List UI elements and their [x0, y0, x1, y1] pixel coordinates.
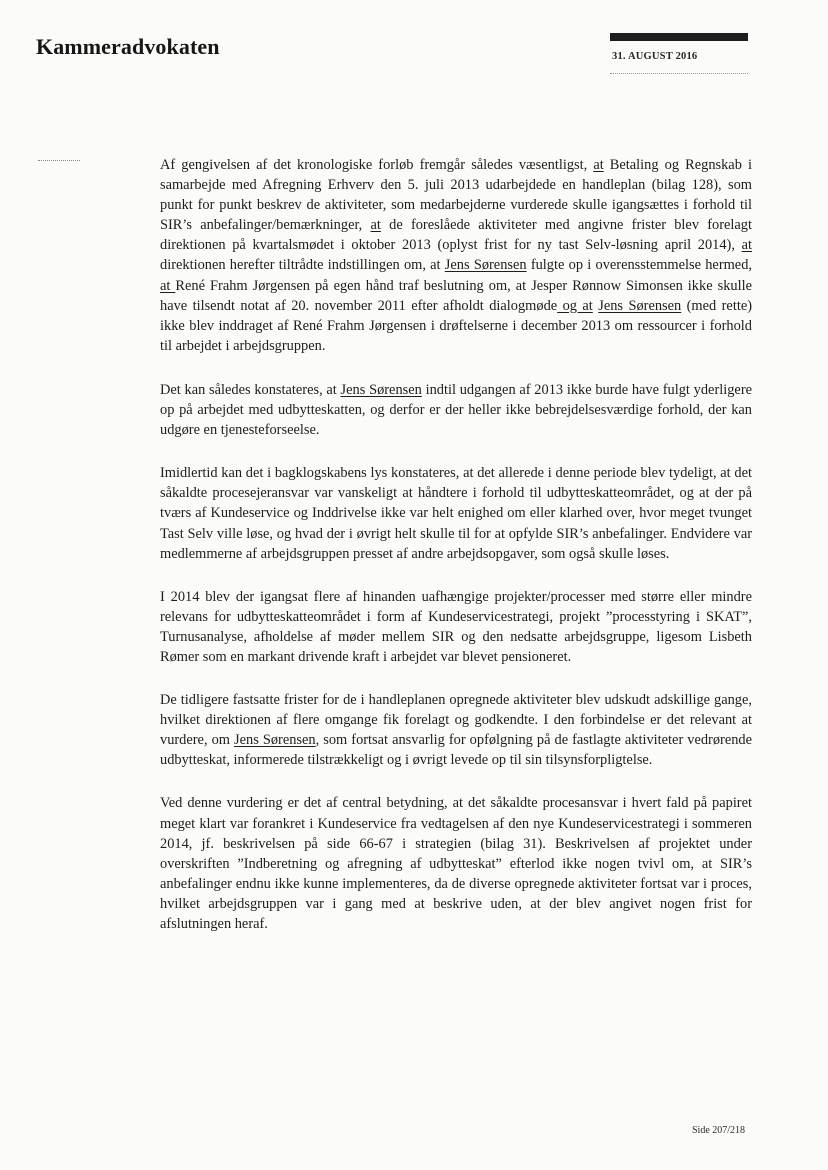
underlined-text: Jens Sørensen [340, 381, 422, 398]
text-segment: Imidlertid kan det i bagklogskabens lys konstateres, at det allerede i denne periode blev tydeligt, at det såkaldte procesejeransvar var vanskeligt at håndtere i forhold til udbytteskatteområdet, og at der på tværs af Kundeservice og Inddrivelse ikke var helt enighed om eller klarhed over, hvor meget tvunget Tast Selv ville løse, og hvad der i øvrigt helt skulle til for at opfylde SIR’s anbefalinger. Endvidere var medlemmerne af arbejdsgruppen presset af andre arbejdsopgaver, som også skulle løses. [160, 465, 752, 562]
text-segment: I 2014 blev der igangsat flere af hinanden uafhængige projekter/processer med større eller mindre relevans for udbytteskatteområdet i form af Kundeservicestrategi, projekt ”processtyring i SKAT”, Turnusanalyse, afholdelse af møder mellem SIR og den nedsatte arbejdsgruppe, ligesom Lisbeth Rømer som en markant drivende kraft i arbejdet var blevet pensioneret. [160, 588, 752, 665]
text-segment: Betaling og Regnskab i samarbejde med Afregning Erhverv den 5. juli 2013 udarbejdede en handleplan (bilag 128), som punkt for punkt beskrev de aktiviteter, som medarbejderne vurderede skulle igangsættes i forhold til SIR’s anbefalinger/bemærkninger, [160, 157, 752, 234]
underlined-text: at [741, 237, 752, 254]
paragraph [160, 690, 752, 770]
header-divider [610, 73, 748, 74]
text-segment: Af gengivelsen af det kronologiske forløb fremgår således væsentligst, [160, 157, 594, 173]
paragraph [160, 793, 752, 934]
underlined-text: og at [557, 297, 593, 314]
underlined-text: at [160, 277, 176, 294]
organization-logo: Kammeradvokaten [36, 34, 220, 59]
body-text [160, 155, 752, 957]
text-segment: De tidligere fastsatte frister for de i handleplanen opregnede aktiviteter blev udskudt adskillige gange, hvilket direktionen af flere omgange fik forelagt og godkendte. I den forbindelse er det relevant at vurdere, om [160, 692, 752, 749]
text-segment: René Frahm Jørgensen på egen hånd traf beslutning om, at Jesper Rønnow Simonsen ikke skulle have tilsendt notat af 20. november 2011 efter afholdt dialogmøde [160, 277, 752, 314]
underlined-text: at [370, 217, 381, 234]
text-segment: , som fortsat ansvarlig for opfølgning på de fastlagte aktiviteter vedrørende udbytteskat, informerede tilstrækkeligt og i øvrigt levede op til sin tilsynsforpligtelse. [160, 732, 752, 769]
text-segment: direktionen herefter tiltrådte indstillingen om, at [160, 257, 445, 274]
text-segment: fulgte op i overensstemmelse hermed, [526, 257, 752, 274]
paragraph [160, 587, 752, 667]
paragraph [160, 463, 752, 563]
header-bar [610, 33, 748, 41]
page-number: Side 207/218 [692, 1125, 746, 1136]
underlined-text: at [593, 157, 604, 173]
text-segment: indtil udgangen af 2013 ikke burde have fulgt yderligere op på arbejdet med udbytteskatten, og derfor er der heller ikke bebrejdelsesværdige forhold, der kan udgøre en tjenesteforseelse. [160, 381, 752, 439]
text-segment: Ved denne vurdering er det af central betydning, at det såkaldte procesansvar i hvert fald på papiret meget klart var forankret i Kundeservice fra vedtagelsen af den nye Kundeservicestrategi i sommeren 2014, jf. beskrivelsen på side 66-67 i strategien (bilag 31). Beskrivelsen af projektet under overskriften ”Indberetning og afregning af udbytteskat” efterlod ikke nogen tvivl om, at SIR’s anbefalinger endnu ikke kunne implementeres, da de diverse opregnede aktiviteter fortsat var i proces, hvilket arbejdsgruppen var i gang med at beskrive uden, at der blev angivet nogen frist for afslutningen heraf. [160, 795, 752, 932]
underlined-text: Jens Sørensen [234, 732, 316, 749]
paragraph [160, 155, 752, 356]
underlined-text: Jens Sørensen [598, 297, 682, 314]
paragraph [160, 380, 752, 440]
underlined-text: Jens Sørensen [444, 257, 527, 274]
text-segment: de foreslåede aktiviteter med angivne frister blev forelagt direktionen på kvartalsmødet i oktober 2013 (oplyst frist for ny tast Selv-løsning april 2014), [160, 217, 752, 254]
text-segment: Det kan således konstateres, at [160, 381, 341, 398]
margin-mark [38, 160, 80, 161]
text-segment: (med rette) ikke blev inddraget af René Frahm Jørgensen i drøftelserne i december 2013 om ressourcer i forhold til arbejdet i arbejdsgruppen. [160, 297, 752, 354]
document-date: 31. AUGUST 2016 [612, 51, 698, 62]
